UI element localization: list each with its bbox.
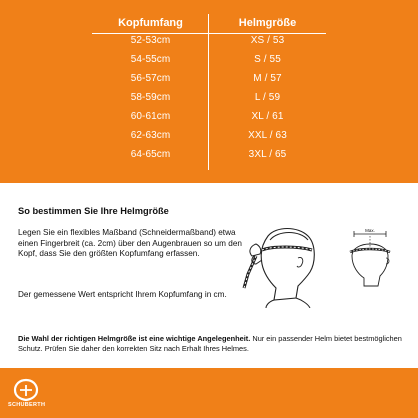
- helmet-size-header: Helmgröße: [238, 17, 297, 29]
- helmet-size-column: [209, 16, 326, 164]
- circumference-cell: 60-61cm: [130, 111, 171, 122]
- fit-warning: [18, 334, 402, 355]
- head-measurement-diagram: [340, 226, 400, 292]
- fit-warning-body: Nur ein passender Helm bietet bestmöglichen Schutz. Prüfen Sie daher den korrekten Sitz nach Erhalt Ihres Helmes.: [18, 334, 402, 354]
- measuring-head-illustration: [238, 216, 330, 308]
- circumference-cell: 54-55cm: [130, 54, 171, 65]
- helmet-size-cell: S / 55: [254, 54, 281, 65]
- helmet-size-cell: L / 59: [254, 92, 281, 103]
- circumference-cell: 52-53cm: [130, 35, 171, 46]
- header-separator: [92, 33, 326, 34]
- helmet-size-cell: 3XL / 65: [248, 149, 287, 160]
- helmet-size-cell: XXL / 63: [248, 130, 287, 141]
- helmet-size-cell: M / 57: [253, 73, 282, 84]
- helmet-size-cell: XL / 61: [251, 111, 284, 122]
- brand-name: SCHUBERTH: [8, 402, 46, 408]
- circumference-column: [92, 16, 209, 164]
- circumference-cell: 58-59cm: [130, 92, 171, 103]
- circumference-header: Kopfumfang: [118, 17, 183, 29]
- circumference-cell: 62-63cm: [130, 130, 171, 141]
- measure-instruction: Legen Sie ein flexibles Maßband (Schneidermaßband) etwa einen Fingerbreit (ca. 2cm) über den Augenbrauen so um den Kopf, dass Sie den größten Kopfumfang erfassen.: [18, 228, 242, 259]
- fit-warning-lead: Die Wahl der richtigen Helmgröße ist eine wichtige Angelegenheit.: [18, 334, 251, 343]
- max-label: Max.: [365, 228, 375, 233]
- measure-result-note: Der gemessene Wert entspricht Ihrem Kopfumfang in cm.: [18, 290, 227, 299]
- guide-title: So bestimmen Sie Ihre Helmgröße: [18, 206, 169, 216]
- footer-bar: [0, 368, 418, 418]
- circumference-cell: 56-57cm: [130, 73, 171, 84]
- circumference-cell: 64-65cm: [130, 149, 171, 160]
- helmet-size-cell: XS / 53: [250, 35, 285, 46]
